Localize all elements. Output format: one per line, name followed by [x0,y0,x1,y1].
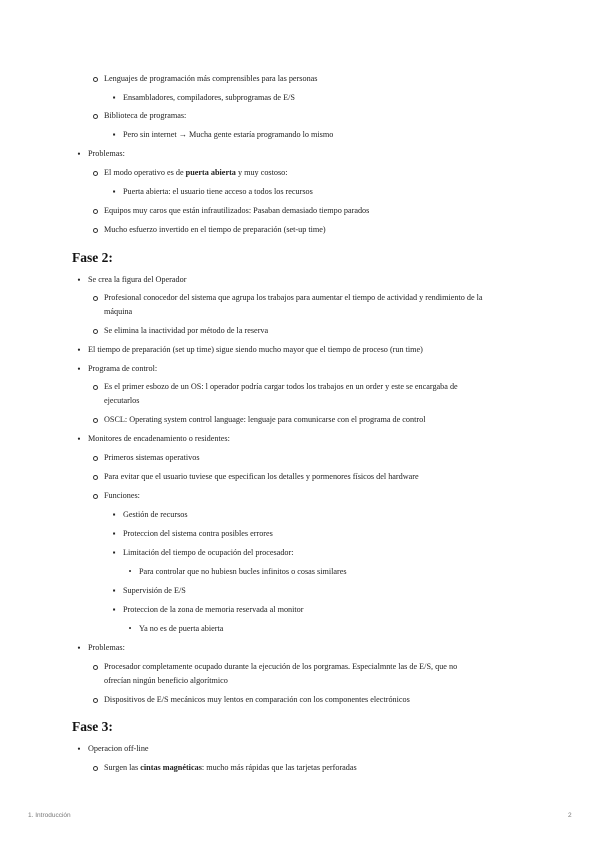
circle-bullet-icon [90,489,100,504]
list-item [139,565,347,580]
item-text: Es el primer esbozo de un OS: l operador podría cargar todos los trabajos en un order y este se encargaba de [104,382,458,391]
item-text: Se crea la figura del Operador [88,275,187,284]
list-item [123,546,294,561]
item-text: ofrecían ningún beneficio algorítmico [104,676,228,685]
bold-text: puerta abierta [185,168,236,177]
square-bullet-icon [109,185,119,200]
circle-bullet-icon [90,761,100,776]
list-item [88,742,149,757]
square-bullet-icon [109,546,119,561]
list-item [104,166,288,181]
item-text: Surgen las [104,763,141,772]
list-item [104,324,268,339]
item-text: Limitación del tiempo de ocupación del procesador: [123,548,294,557]
list-item [104,451,200,466]
item-text: Puerta abierta: el usuario tiene acceso a todos los recursos [123,187,313,196]
list-item [104,660,457,675]
list-item [139,622,223,637]
list-item [104,72,317,87]
list-item [104,204,369,219]
item-text: Problemas: [88,643,125,652]
list-item [123,185,313,200]
circle-bullet-icon [90,413,100,428]
list-item [123,91,295,106]
bullet-icon [74,432,84,448]
circle-bullet-icon [90,166,100,181]
bold-text: cintas magnéticas [140,763,202,772]
item-text: Ensambladores, compiladores, subprogramas de E/S [123,93,295,102]
circle-bullet-icon [90,451,100,466]
square-bullet-icon [109,603,119,618]
list-item [123,128,333,143]
item-text: máquina [104,307,133,316]
circle-bullet-icon [90,660,100,675]
bullet-icon [74,362,84,378]
list-item [104,109,186,124]
item-text: Operacion off-line [88,744,149,753]
list-item [104,380,458,395]
item-text: Se elimina la inactividad por método de la reserva [104,326,269,335]
list-item [88,641,125,656]
square-bullet-icon [109,128,119,143]
list-item [104,470,419,485]
footer-chapter: 1. Introducción [28,812,71,819]
item-text: Problemas: [88,149,125,158]
item-text: Procesador completamente ocupado durante la ejecución de los porgramas. Especialmnte las de E/S, que no [104,662,458,671]
item-text: Proteccion del sistema contra posibles errores [123,529,273,538]
list-item [104,413,425,428]
list-item-continuation [104,305,132,320]
footer-page-number: 2 [568,812,572,819]
item-text: Gestión de recursos [123,510,188,519]
list-item [88,343,423,358]
item-text: Profesional conocedor del sistema que agrupa los trabajos para aumentar el tiempo de actividad y rendimiento de la [104,293,483,302]
item-text: Supervisión de E/S [123,586,186,595]
item-text: Lenguajes de programación más comprensibles para las personas [104,74,318,83]
list-item [88,273,186,288]
circle-bullet-icon [90,72,100,87]
list-item [123,508,188,523]
item-text: ejecutarlos [104,396,140,405]
circle-bullet-icon [90,324,100,339]
list-item [123,527,273,542]
item-text: Mucho esfuerzo invertido en el tiempo de preparación (set-up time) [104,225,326,234]
circle-bullet-icon [90,109,100,124]
item-text: Para controlar que no hubiesn bucles infinitos o cosas similares [139,567,347,576]
list-item [123,603,304,618]
bullet-icon [74,742,84,758]
list-item-continuation [104,674,228,689]
circle-bullet-icon [90,204,100,219]
list-item [88,432,230,447]
list-item [104,693,410,708]
item-text: Monitores de encadenamiento o residentes: [88,434,230,443]
circle-bullet-icon [90,470,100,485]
item-text: y muy costoso: [235,168,288,177]
item-text: OSCL: Operating system control language: lenguaje para comunicarse con el programa de control [104,415,426,424]
circle-bullet-icon [90,380,100,395]
list-item [104,223,326,238]
list-item [123,584,186,599]
square-bullet-icon [109,91,119,106]
list-item [104,761,357,776]
list-item [88,147,125,162]
item-text: : mucho más rápidas que las tarjetas perforadas [201,763,357,772]
section-heading-fase-3: Fase 3: [72,719,113,734]
item-text: Funciones: [104,491,140,500]
item-text: Primeros sistemas operativos [104,453,200,462]
circle-bullet-icon [90,223,100,238]
list-item [88,362,157,377]
section-heading-fase-2: Fase 2: [72,250,113,265]
item-text: Proteccion de la zona de memoria reservada al monitor [123,605,304,614]
item-text: Para evitar que el usuario tuviese que especifican los detalles y pormenores físicos del hardware [104,472,419,481]
item-text: Ya no es de puerta abierta [139,624,224,633]
circle-bullet-icon [90,693,100,708]
bullet-icon [74,343,84,359]
bullet-icon [125,565,135,580]
list-item-continuation [104,394,139,409]
item-text: El tiempo de preparación (set up time) sigue siendo mucho mayor que el tiempo de proceso (run time) [88,345,423,354]
item-text: Dispositivos de E/S mecánicos muy lentos en comparación con los componentes electrónicos [104,695,410,704]
square-bullet-icon [109,584,119,599]
square-bullet-icon [109,527,119,542]
item-text: Biblioteca de programas: [104,111,187,120]
item-text: Equipos muy caros que están infrautilizados: Pasaban demasiado tiempo parados [104,206,370,215]
bullet-icon [125,622,135,637]
list-item [104,489,140,504]
circle-bullet-icon [90,291,100,306]
item-text: El modo operativo es de [104,168,186,177]
bullet-icon [74,147,84,163]
bullet-icon [74,273,84,289]
bullet-icon [74,641,84,657]
list-item [104,291,483,306]
square-bullet-icon [109,508,119,523]
item-text: Pero sin internet → Mucha gente estaría programando lo mismo [123,130,334,139]
item-text: Programa de control: [88,364,158,373]
